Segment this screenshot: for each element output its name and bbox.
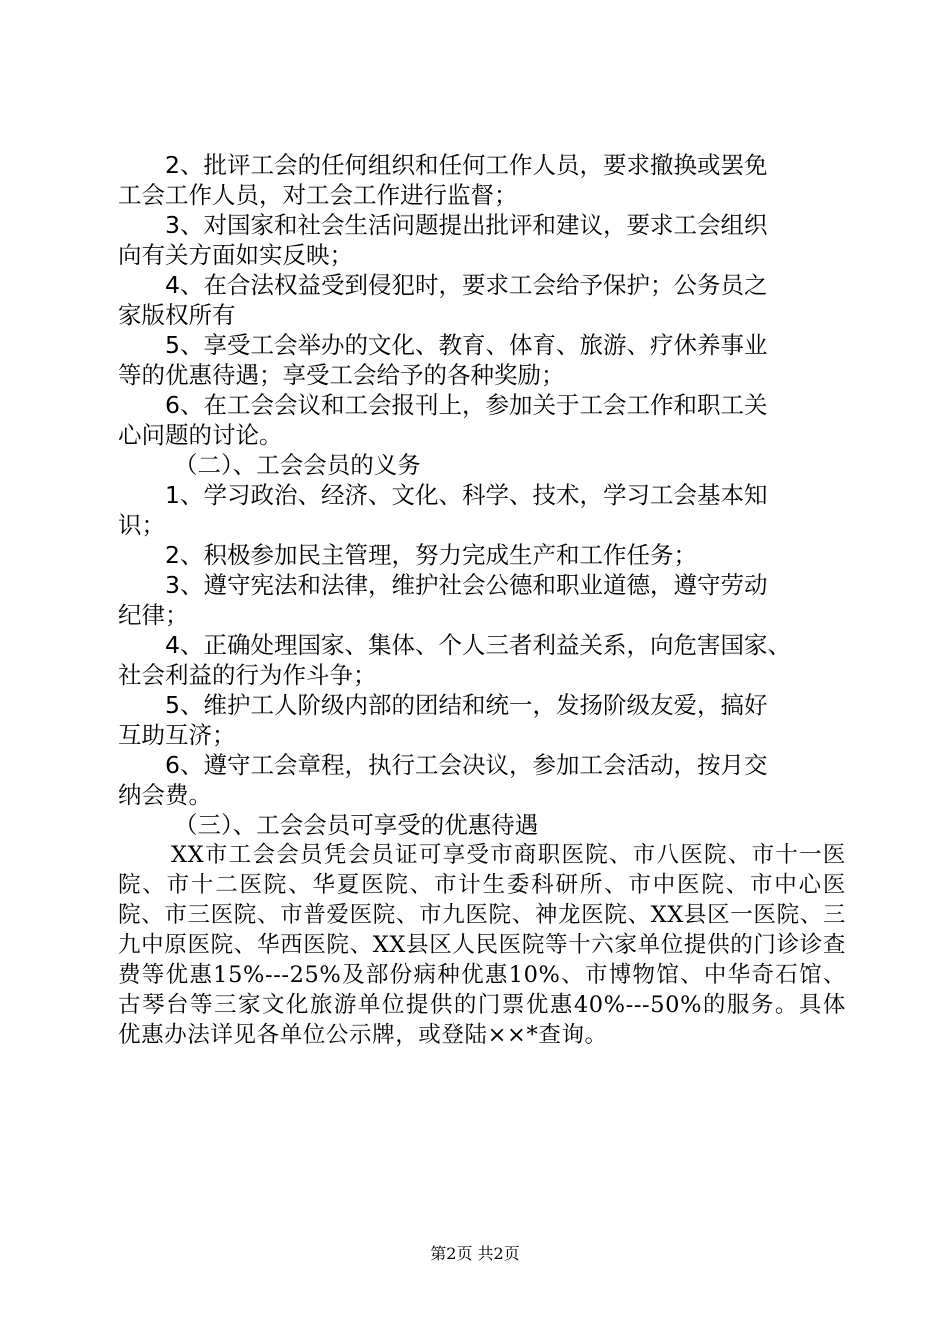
body-line: 2、积极参加民主管理，努力完成生产和工作任务； xyxy=(165,541,697,569)
body-line: 6、在工会会议和工会报刊上，参加关于工会工作和职工关 xyxy=(165,391,768,419)
body-line: 5、维护工人阶级内部的团结和统一，发扬阶级友爱，搞好 xyxy=(165,691,768,719)
body-line: 2、批评工会的任何组织和任何工作人员，要求撤换或罢免 xyxy=(165,151,768,179)
body-line: 心问题的讨论。 xyxy=(118,421,283,449)
body-line: 4、正确处理国家、集体、个人三者利益关系，向危害国家、 xyxy=(165,631,791,659)
body-line: 6、遵守工会章程，执行工会决议，参加工会活动，按月交 xyxy=(165,751,768,779)
body-line: 社会利益的行为作斗争； xyxy=(118,661,377,689)
body-line: 4、在合法权益受到侵犯时，要求工会给予保护；公务员之 xyxy=(165,271,768,299)
section-heading: （三）、工会会员可享受的优惠待遇 xyxy=(174,811,539,839)
body-line: 工会工作人员，对工会工作进行监督； xyxy=(118,181,518,209)
section-heading: （二）、工会会员的义务 xyxy=(174,451,421,479)
body-line: 3、遵守宪法和法律，维护社会公德和职业道德，遵守劳动 xyxy=(165,571,768,599)
body-line: 向有关方面如实反映； xyxy=(118,241,353,269)
benefits-paragraph: XX市工会会员凭会员证可享受市商职医院、市八医院、市十一医院、市十二医院、华夏医院、市计生委科研所、市中医院、市中心医院、市三医院、市普爱医院、市九医院、神龙医院、XX县区一医院、三九中原医院、华西医院、XX县区人民医院等十六家单位提供的门诊诊查费等优惠15%---25%及部份病种优惠10%、市博物馆、中华奇石馆、古琴台等三家文化旅游单位提供的门票优惠40%---50%的服务。具体优惠办法详见各单位公示牌，或登陆××*查询。 xyxy=(118,842,846,1048)
body-line: 纳会费。 xyxy=(118,781,212,809)
document-body xyxy=(118,150,846,1050)
body-line: 3、对国家和社会生活问题提出批评和建议，要求工会组织 xyxy=(165,211,768,239)
body-line: 互助互济； xyxy=(118,721,236,749)
body-line: 识； xyxy=(118,511,165,539)
page-footer: 第2页 共2页 xyxy=(430,1244,520,1263)
body-line: 5、享受工会举办的文化、教育、体育、旅游、疗休养事业 xyxy=(165,331,768,359)
body-line: 纪律； xyxy=(118,601,189,629)
body-line: 等的优惠待遇；享受工会给予的各种奖励； xyxy=(118,361,565,389)
body-line: 家版权所有 xyxy=(118,301,236,329)
body-line: 1、学习政治、经济、文化、科学、技术，学习工会基本知 xyxy=(165,481,768,509)
